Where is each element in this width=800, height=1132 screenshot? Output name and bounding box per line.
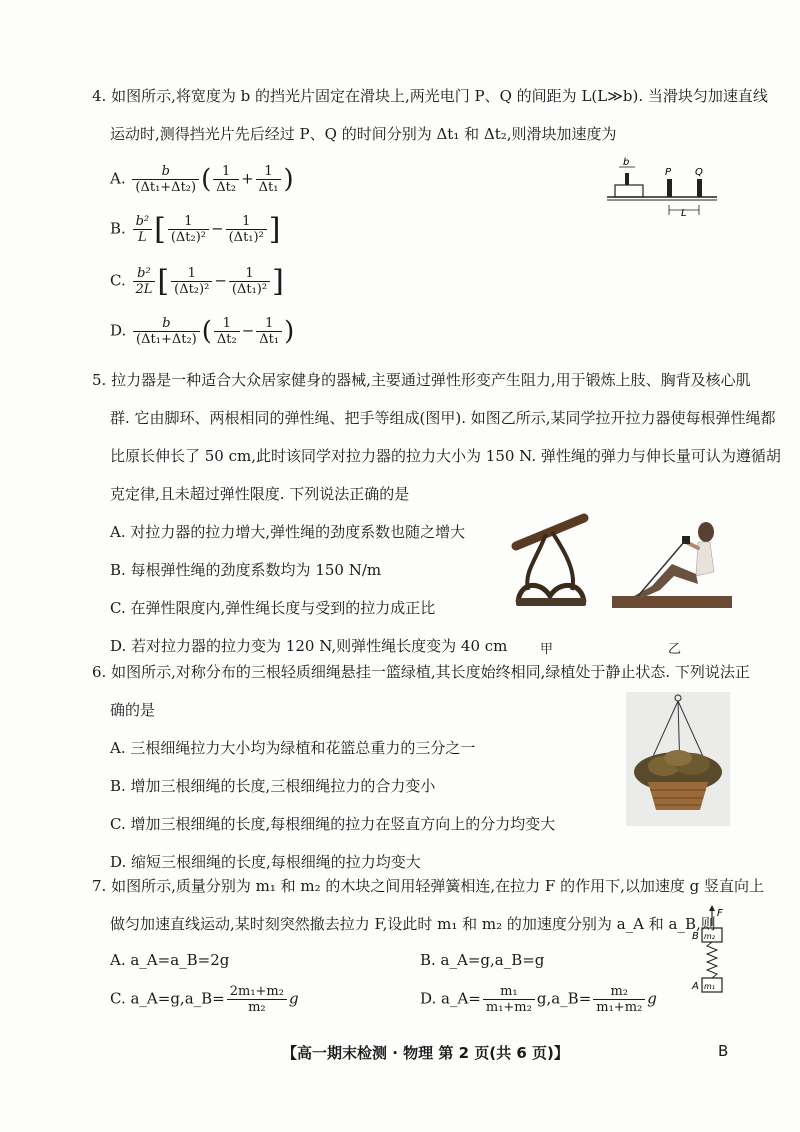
q7-fig-label-a: A xyxy=(692,981,699,992)
q7-option-b[interactable]: B. a_A=g,a_B=g xyxy=(420,951,545,969)
q4-stem-line1: 4. 如图所示,将宽度为 b 的挡光片固定在滑块上,两光电门 P、Q 的间距为 L(L≫b). 当滑块匀加速直线 xyxy=(92,87,768,105)
q4-photogate-figure xyxy=(605,155,720,217)
q6-option-c[interactable]: C. 增加三根细绳的长度,每根细绳的拉力在竖直方向上的分力均变大 xyxy=(110,815,556,833)
q4-fig-label-p: P xyxy=(665,167,672,178)
q6-option-a[interactable]: A. 三根细绳拉力大小均为绿植和花篮总重力的三分之一 xyxy=(110,739,476,757)
q7-option-c[interactable]: C. a_A=g,a_B= $\frac{\text{2m₁+m₂}}{\text{m₂}}$ g xyxy=(110,984,299,1015)
q5-stem-line2: 群. 它由脚环、两根相同的弹性绳、把手等组成(图甲). 如图乙所示,某同学拉开拉力器使每根弹性绳都 xyxy=(110,409,776,427)
q4-stem-line2: 运动时,测得挡光片先后经过 P、Q 的时间分别为 Δt₁ 和 Δt₂,则滑块加速度为 xyxy=(110,125,617,143)
q5-caption-jia: 甲 xyxy=(540,642,554,657)
q4-option-b[interactable]: B. $\frac{\text{b²}}{L}$ [ $\frac{1}{\text{(Δt₂)²}}$ − $\frac{1}{\text{(Δt₁)²}}$ ] xyxy=(110,212,281,247)
q6-hanging-basket-photo xyxy=(626,692,730,826)
q5-option-b[interactable]: B. 每根弹性绳的劲度系数均为 150 N/m xyxy=(110,561,382,579)
q7-option-a[interactable]: A. a_A=a_B=2g xyxy=(110,951,230,969)
q5-stem-line4: 克定律,且未超过弹性限度. 下列说法正确的是 xyxy=(110,485,410,503)
q5-person-figure xyxy=(612,512,732,612)
q7-fig-label-f: F xyxy=(717,908,723,919)
q7-spring-blocks-figure xyxy=(690,904,730,1000)
q4-option-a[interactable]: A. $\frac{b}{\text{(Δt₁+Δt₂)}}$ ( $\frac{1}{\text{Δt₂}}$ + $\frac{1}{\text{Δt₁}}$ ) xyxy=(110,164,294,195)
q4-fig-label-b: b xyxy=(623,157,630,168)
q4-option-d[interactable]: D. $\frac{b}{\text{(Δt₁+Δt₂)}}$ ( $\frac{1}{\text{Δt₂}}$ − $\frac{1}{\text{Δt₁}}$ ) xyxy=(110,316,295,347)
q4-option-c[interactable]: C. $\frac{\text{b²}}{2L}$ [ $\frac{1}{\text{(Δt₂)²}}$ − $\frac{1}{\text{(Δt₁)²}}$ ] xyxy=(110,264,284,299)
q7-option-d[interactable]: D. a_A= $\frac{\text{m₁}}{\text{m₁+m₂}}$ g,a_B= $\frac{\text{m₂}}{\text{m₁+m₂}}$ g xyxy=(420,984,657,1015)
q6-option-b[interactable]: B. 增加三根细绳的长度,三根细绳拉力的合力变小 xyxy=(110,777,436,795)
q5-stem-line1: 5. 拉力器是一种适合大众居家健身的器械,主要通过弹性形变产生阻力,用于锻炼上肢、胸背及核心肌 xyxy=(92,371,751,389)
q7-stem-line1: 7. 如图所示,质量分别为 m₁ 和 m₂ 的木块之间用轻弹簧相连,在拉力 F 的作用下,以加速度 g 竖直向上 xyxy=(92,877,765,895)
q5-exerciser-figure xyxy=(506,512,598,612)
q5-option-c[interactable]: C. 在弹性限度内,弹性绳长度与受到的拉力成正比 xyxy=(110,599,436,617)
q5-caption-yi: 乙 xyxy=(668,642,682,657)
q6-stem-line2: 确的是 xyxy=(110,701,156,719)
q6-stem-line1: 6. 如图所示,对称分布的三根轻质细绳悬挂一篮绿植,其长度始终相同,绿植处于静止状态. 下列说法正 xyxy=(92,663,750,681)
q5-option-d[interactable]: D. 若对拉力器的拉力变为 120 N,则弹性绳长度变为 40 cm xyxy=(110,637,508,655)
page-footer: 【高一期末检测 · 物理 第 2 页(共 6 页)】 xyxy=(282,1044,569,1062)
q5-option-a[interactable]: A. 对拉力器的拉力增大,弹性绳的劲度系数也随之增大 xyxy=(110,523,466,541)
q7-fig-label-m2: m₂ xyxy=(704,932,715,941)
q4-fig-label-q: Q xyxy=(695,167,703,178)
q7-stem-line2: 做匀加速直线运动,某时刻突然撤去拉力 F,设此时 m₁ 和 m₂ 的加速度分别为 a_A 和 a_B,则 xyxy=(110,915,716,933)
version-label: B xyxy=(718,1042,729,1060)
q7-fig-label-m1: m₁ xyxy=(704,982,715,991)
q5-stem-line3: 比原长伸长了 50 cm,此时该同学对拉力器的拉力大小为 150 N. 弹性绳的弹力与伸长量可认为遵循胡 xyxy=(110,447,781,465)
q6-option-d[interactable]: D. 缩短三根细绳的长度,每根细绳的拉力均变大 xyxy=(110,853,421,871)
q7-fig-label-b: B xyxy=(692,931,699,942)
q4-fig-label-l: L xyxy=(681,208,687,217)
